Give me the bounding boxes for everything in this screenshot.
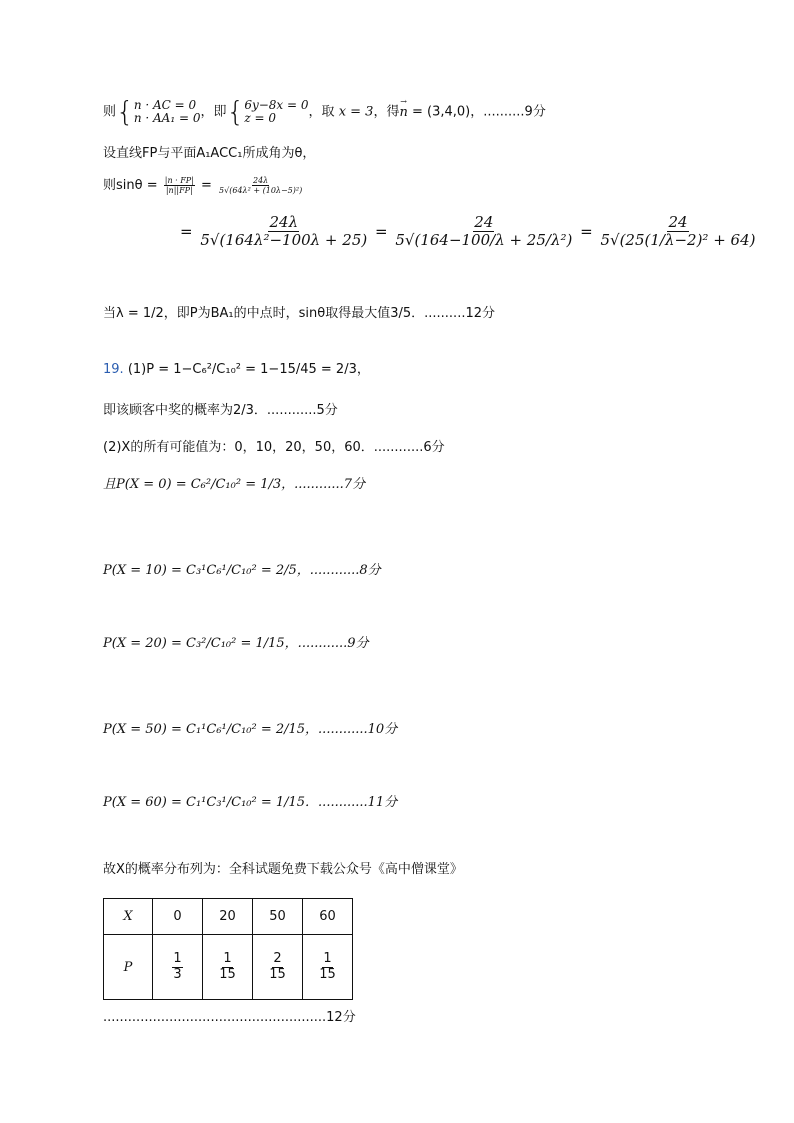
result-n: = (3,4,0)，: [411, 104, 484, 120]
sin-expansion-line: = $\frac{24\lambda}{\text{5√(164λ²−100λ + 25)}}$ = $\frac{24}{\text{5√(164−100/λ + 25/λ²)}}$ = $\frac{24}{\text{5√(25(1/λ−2)² + 64)}}$: [180, 213, 756, 250]
distribution-intro: [103, 862, 463, 878]
frac-num: |n · FP|: [164, 176, 194, 185]
text-then2: ，即: [200, 104, 227, 120]
sin-prefix: 则sinθ =: [103, 178, 158, 194]
prob-x10: [103, 563, 381, 579]
brace2: {: [226, 95, 245, 128]
frac-den: 5√(164−100/λ + 25/λ²): [395, 231, 573, 250]
frac-expanded-3: [599, 214, 756, 250]
text-take: ，取: [308, 104, 335, 120]
prob-fraction: [218, 952, 237, 983]
frac-expanded-1: [199, 214, 368, 250]
q19-part1-conclusion: [103, 403, 338, 419]
prob-fraction: [268, 952, 287, 983]
distribution-intro-text: 故X的概率分布列为：全科试题免费下载公众号《高中僧课堂》: [103, 862, 463, 877]
prob-x10-text: P(X = 10) = C₃¹C₆¹/C₁₀² = 2/5，............8分: [103, 563, 381, 578]
eq-n-ac: n · AC = 0: [133, 97, 197, 112]
part2-text: (2)X的所有可能值为：0，10，20，50，60．............6分: [103, 440, 445, 455]
frac-num: 2: [273, 950, 282, 966]
table-row: [104, 899, 353, 935]
prob-x20-text: P(X = 20) = C₃²/C₁₀² = 1/15，............9分: [103, 636, 369, 651]
question-number: 19.: [103, 362, 124, 377]
brace: {: [116, 95, 134, 128]
prob-x20: [103, 636, 369, 652]
q19-part2: [103, 440, 445, 456]
system-equations-2: [244, 99, 308, 125]
angle-setup: [103, 146, 315, 162]
max-value-line: [103, 306, 495, 322]
frac-num: 24λ: [253, 176, 269, 185]
q19-part1: [103, 362, 370, 378]
vector-n: → n: [399, 105, 407, 121]
system-line: [103, 95, 546, 128]
table-row: [104, 935, 353, 1000]
distribution-table: [103, 898, 353, 1000]
sin-formula-line: 则sinθ = $\frac{|n \cdot FP|}{|n||FP|}$ = $\frac{24\lambda}{\text{5√(64λ² + (10λ−5)²)}}$: [103, 176, 303, 196]
frac-den: 5√(64λ² + (10λ−5)²): [219, 186, 303, 196]
frac-num: 24: [474, 213, 494, 231]
prob-x60-text: P(X = 60) = C₁¹C₃¹/C₁₀² = 1/15．............11分: [103, 795, 398, 810]
table-cell: 60: [303, 899, 353, 935]
frac-den: |n||FP|: [165, 186, 193, 196]
prob-x50-text: P(X = 50) = C₁¹C₆¹/C₁₀² = 2/15，............10分: [103, 722, 398, 737]
final-score-text: ......................................................12分: [103, 1010, 356, 1025]
table-cell: 0: [153, 899, 203, 935]
table-cell: [153, 935, 203, 1000]
frac-num: 1: [173, 950, 182, 966]
table-header-x: X: [104, 899, 153, 935]
table-cell: 50: [253, 899, 303, 935]
table-cell: 20: [203, 899, 253, 935]
text-get: ，得: [373, 104, 400, 120]
table-cell: [253, 935, 303, 1000]
text-then: 则: [103, 104, 117, 120]
prob-x0-text: 且P(X = 0) = C₆²/C₁₀² = 1/3，............7分: [103, 477, 365, 492]
frac-num: 24λ: [269, 213, 299, 231]
frac-lambda: [218, 176, 303, 195]
frac-expanded-2: [394, 214, 573, 250]
table-cell: [203, 935, 253, 1000]
part1-formula: (1)P = 1−C₆²/C₁₀² = 1−15/45 = 2/3，: [127, 362, 370, 377]
frac-den: 15: [219, 966, 236, 982]
frac-num: 1: [223, 950, 232, 966]
angle-setup-text: 设直线FP与平面A₁ACC₁所成角为θ，: [103, 146, 316, 161]
frac-num: 1: [323, 950, 332, 966]
table-header-p: P: [104, 935, 153, 1000]
frac-den: 5√(164λ²−100λ + 25): [200, 231, 368, 250]
prob-x60: [103, 795, 397, 811]
prob-x0: [103, 477, 365, 493]
final-score-line: [103, 1010, 356, 1026]
frac-den: 5√(25(1/λ−2)² + 64): [600, 231, 756, 250]
system-equations: [134, 99, 201, 125]
part1-conclusion-text: 即该顾客中奖的概率为2/3．............5分: [103, 403, 338, 418]
prob-x50: [103, 722, 397, 738]
eq-n-aa1: n · AA₁ = 0: [133, 111, 201, 125]
max-value-text: 当λ = 1/2，即P为BA₁的中点时，sinθ取得最大值3/5．..........12分: [103, 306, 495, 321]
frac-den: 15: [269, 966, 286, 982]
prob-fraction: [172, 952, 182, 983]
frac-den: 15: [319, 966, 336, 982]
eq-sys1: 6y−8x = 0: [244, 97, 309, 112]
frac-den: 3: [173, 966, 182, 982]
frac-num: 24: [668, 213, 688, 231]
score-9: ..........9分: [483, 104, 546, 120]
eq-sys2: z = 0: [244, 111, 276, 125]
frac-dot-over-norms: [164, 176, 195, 195]
prob-fraction: [318, 952, 337, 983]
eq-x: x = 3: [338, 104, 374, 120]
table-cell: [303, 935, 353, 1000]
